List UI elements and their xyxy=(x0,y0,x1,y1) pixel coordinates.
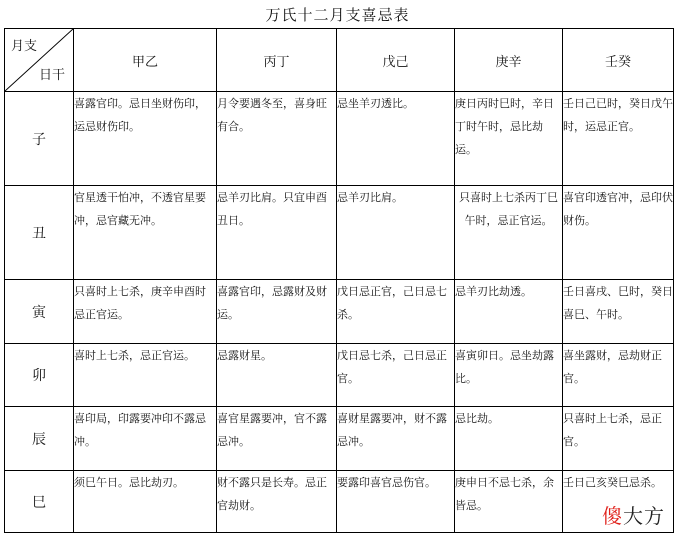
row-header: 巳 xyxy=(5,471,74,533)
table-cell: 壬日己亥癸巳忌杀。 xyxy=(563,471,674,533)
table-cell: 喜露官印，忌露财及财运。 xyxy=(217,280,337,344)
table-cell: 须巳午日。忌比劫刃。 xyxy=(74,471,217,533)
table-cell: 喜坐露财，忌劫财正官。 xyxy=(563,344,674,407)
table-cell: 喜寅卯日。忌坐劫露比。 xyxy=(455,344,563,407)
row-header: 丑 xyxy=(5,186,74,280)
watermark-accent: 傻 xyxy=(602,504,623,528)
watermark-text xyxy=(602,504,665,528)
table-row xyxy=(5,186,674,280)
row-header: 辰 xyxy=(5,407,74,471)
table-cell: 只喜时上七杀丙丁巳午时，忌正官运。 xyxy=(455,186,563,280)
table-title: 万氏十二月支喜忌表 xyxy=(265,6,410,24)
table-cell: 壬日己已时，癸日戊午时，运忌正官。 xyxy=(563,92,674,186)
table-cell: 官星透干怕冲，不透官星要冲，忌官藏无冲。 xyxy=(74,186,217,280)
table-cell: 壬日喜戌、巳时，癸日喜巳、午时。 xyxy=(563,280,674,344)
row-header: 寅 xyxy=(5,280,74,344)
corner-month-label: 月支 xyxy=(11,39,38,54)
table-cell: 财不露只是长寿。忌正官劫财。 xyxy=(217,471,337,533)
table-row xyxy=(5,280,674,344)
table-cell: 忌羊刃比劫透。 xyxy=(455,280,563,344)
table-cell: 庚申日不忌七杀，余皆忌。 xyxy=(455,471,563,533)
table-cell: 喜露官印。忌日坐财伤印，运忌财伤印。 xyxy=(74,92,217,186)
table-row xyxy=(5,92,674,186)
table-cell: 戊日忌正官，己日忌七杀。 xyxy=(337,280,455,344)
table-row xyxy=(5,471,674,533)
table-cell: 庚日丙时巳时，辛日丁时午时，忌比劫运。 xyxy=(455,92,563,186)
table-cell: 喜官星露要冲，官不露忌冲。 xyxy=(217,407,337,471)
table-cell: 月令要遇冬至，喜身旺有合。 xyxy=(217,92,337,186)
row-header: 子 xyxy=(5,92,74,186)
table-cell: 忌羊刃比肩。 xyxy=(337,186,455,280)
table-cell: 喜官印透官冲，忌印伏财伤。 xyxy=(563,186,674,280)
column-header: 壬癸 xyxy=(563,29,674,92)
column-header: 戊己 xyxy=(337,29,455,92)
table-cell: 要露印喜官忌伤官。 xyxy=(337,471,455,533)
table-cell: 忌露财星。 xyxy=(217,344,337,407)
corner-cell xyxy=(5,29,74,92)
column-header: 丙丁 xyxy=(217,29,337,92)
table-cell: 戊日忌七杀，己日忌正官。 xyxy=(337,344,455,407)
table-cell: 忌羊刃比肩。只宜申酉丑日。 xyxy=(217,186,337,280)
table-cell: 忌坐羊刃透比。 xyxy=(337,92,455,186)
table-row xyxy=(5,344,674,407)
site-watermark xyxy=(600,500,667,529)
header-row xyxy=(5,29,674,92)
almanac-table xyxy=(4,28,674,533)
table-cell: 只喜时上七杀，庚辛申酉时忌正官运。 xyxy=(74,280,217,344)
table-cell: 忌比劫。 xyxy=(455,407,563,471)
watermark-rest: 大方 xyxy=(623,504,665,528)
table-cell: 喜财星露要冲，财不露忌冲。 xyxy=(337,407,455,471)
row-header: 卯 xyxy=(5,344,74,407)
column-header: 甲乙 xyxy=(74,29,217,92)
corner-day-label: 日干 xyxy=(38,68,65,83)
table-row xyxy=(5,407,674,471)
column-header: 庚辛 xyxy=(455,29,563,92)
table-cell: 喜时上七杀，忌正官运。 xyxy=(74,344,217,407)
table-cell: 只喜时上七杀，忌正官。 xyxy=(563,407,674,471)
table-cell: 喜印局，印露要冲印不露忌冲。 xyxy=(74,407,217,471)
